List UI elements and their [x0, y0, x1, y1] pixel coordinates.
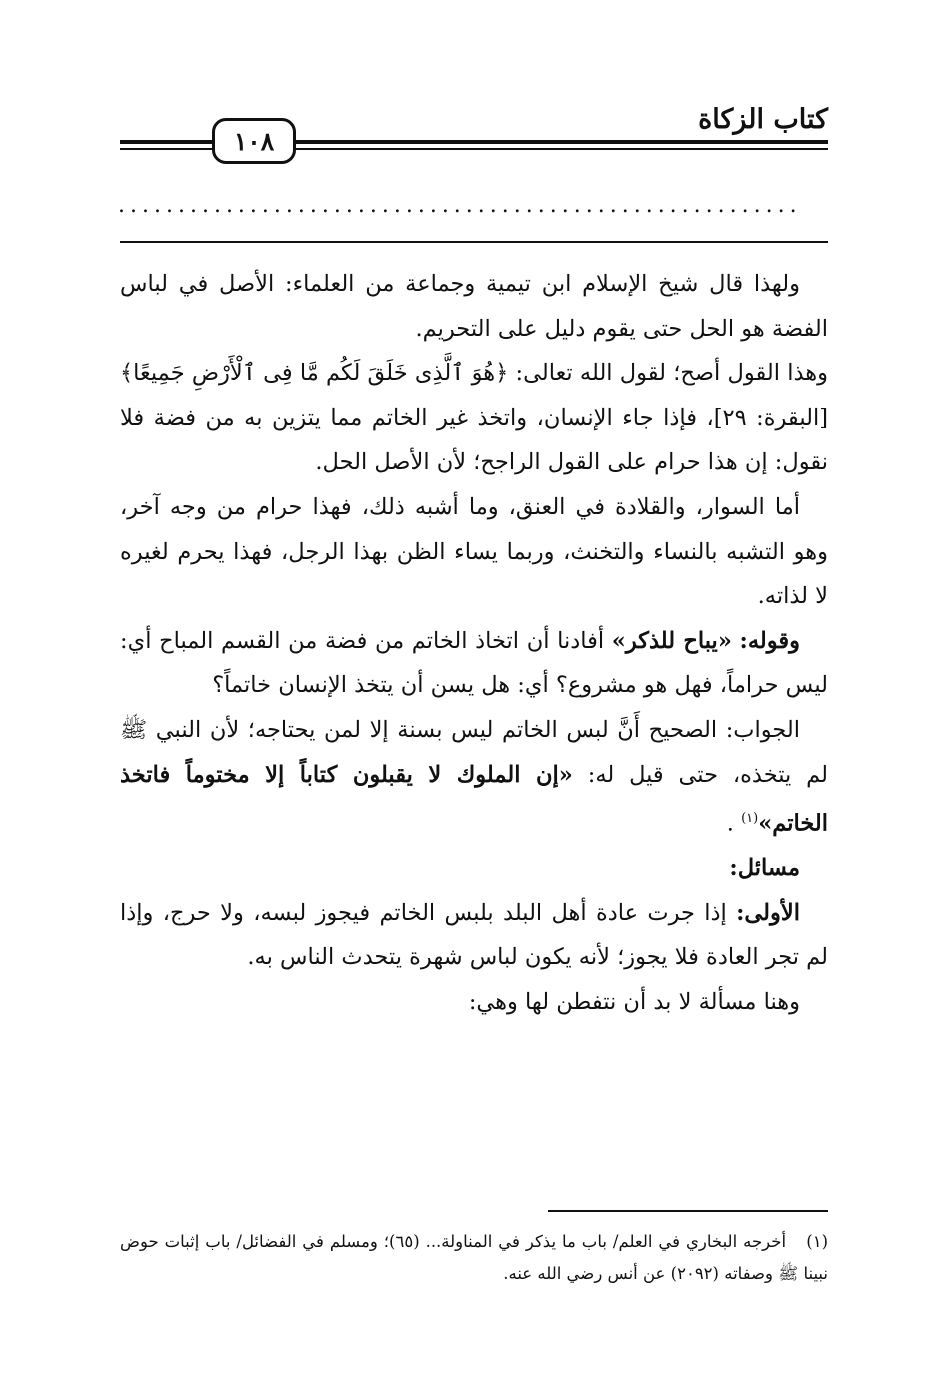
- paragraph-4-rest: أفادنا أن اتخاذ الخاتم من فضة من القسم المباح أي: ليس حراماً، فهل هو مشروع؟ أي: هل يسن أن يتخذ الإنسان خاتماً؟: [120, 627, 828, 699]
- paragraph-6: [120, 891, 828, 980]
- header-rule-right-thin: [294, 148, 828, 150]
- paragraph-2-intro: وهذا القول أصح؛ لقول الله تعالى:: [515, 360, 828, 387]
- paragraph-6-lead: الأولى:: [736, 899, 800, 926]
- matn-quote: «يباح للذكر»: [611, 627, 732, 654]
- paragraph-5-end: .: [726, 810, 734, 837]
- footnote-1-text: أخرجه البخاري في العلم/ باب ما يذكر في المناولة... (٦٥)؛ ومسلم في الفضائل/ باب إثبات حوض نبينا ﷺ وصفاته (٢٠٩٢) عن أنس رضي الله عنه.: [120, 1232, 828, 1283]
- footnotes: [120, 1226, 828, 1290]
- paragraph-4: [120, 619, 828, 708]
- paragraph-5: [120, 708, 828, 846]
- paragraph-5-intro: الجواب: الصحيح أَنَّ لبس الخاتم ليس بسنة إلا لمن يحتاجه؛ لأن النبي ﷺ لم يتخذه، حتى قيل له:: [120, 716, 828, 788]
- quran-verse: ﴿هُوَ ٱلَّذِى خَلَقَ لَكُم مَّا فِى ٱلْأَرْضِ جَمِيعًا﴾: [120, 360, 509, 387]
- header-rule-right: [294, 140, 828, 144]
- paragraph-2-rest: [البقرة: ٢٩]، فإذا جاء الإنسان، واتخذ غير الخاتم مما يتزين به من فضة فلا نقول: إن هذا حرام على القول الراجح؛ لأن الأصل الحل.: [120, 404, 828, 476]
- dotted-divider: .........................................................: [118, 193, 802, 218]
- main-text: [120, 262, 828, 1025]
- page-number: ١٠٨: [212, 118, 296, 164]
- footnote-1-number: (١): [806, 1232, 828, 1251]
- paragraph-7: وهنا مسألة لا بد أن نتفطن لها وهي:: [468, 989, 800, 1015]
- footnote-1: [120, 1226, 828, 1290]
- running-title: كتاب الزكاة: [698, 104, 828, 135]
- masail-heading: مسائل:: [729, 855, 800, 882]
- footnote-rule: [548, 1210, 828, 1212]
- paragraph-6-rest: إذا جرت عادة أهل البلد بلبس الخاتم فيجوز لبسه، ولا حرج، وإذا لم تجر العادة فلا يجوز؛ لأنه يكون لباس شهرة يتحدث الناس به.: [120, 899, 828, 971]
- footnote-reference: (١): [741, 811, 759, 827]
- paragraph-2: [120, 351, 828, 485]
- paragraph-1: ولهذا قال شيخ الإسلام ابن تيمية وجماعة من العلماء: الأصل في لباس الفضة هو الحل حتى يقوم دليل على التحريم.: [120, 271, 828, 342]
- paragraph-3: أما السوار، والقلادة في العنق، وما أشبه ذلك، فهذا حرام من وجه آخر، وهو التشبه بالنساء والتخنث، وربما يساء الظن بهذا الرجل، فهذا يحرم لغيره لا لذاته.: [120, 493, 828, 610]
- header-rule-left-thin: [120, 148, 214, 150]
- hadith-quote: «إن الملوك لا يقبلون كتاباً إلا مختوماً فاتخذ الخاتم»: [120, 761, 828, 837]
- header-rule-left: [120, 140, 214, 144]
- separator-rule: [120, 241, 828, 243]
- paragraph-4-lead: وقوله:: [739, 627, 800, 654]
